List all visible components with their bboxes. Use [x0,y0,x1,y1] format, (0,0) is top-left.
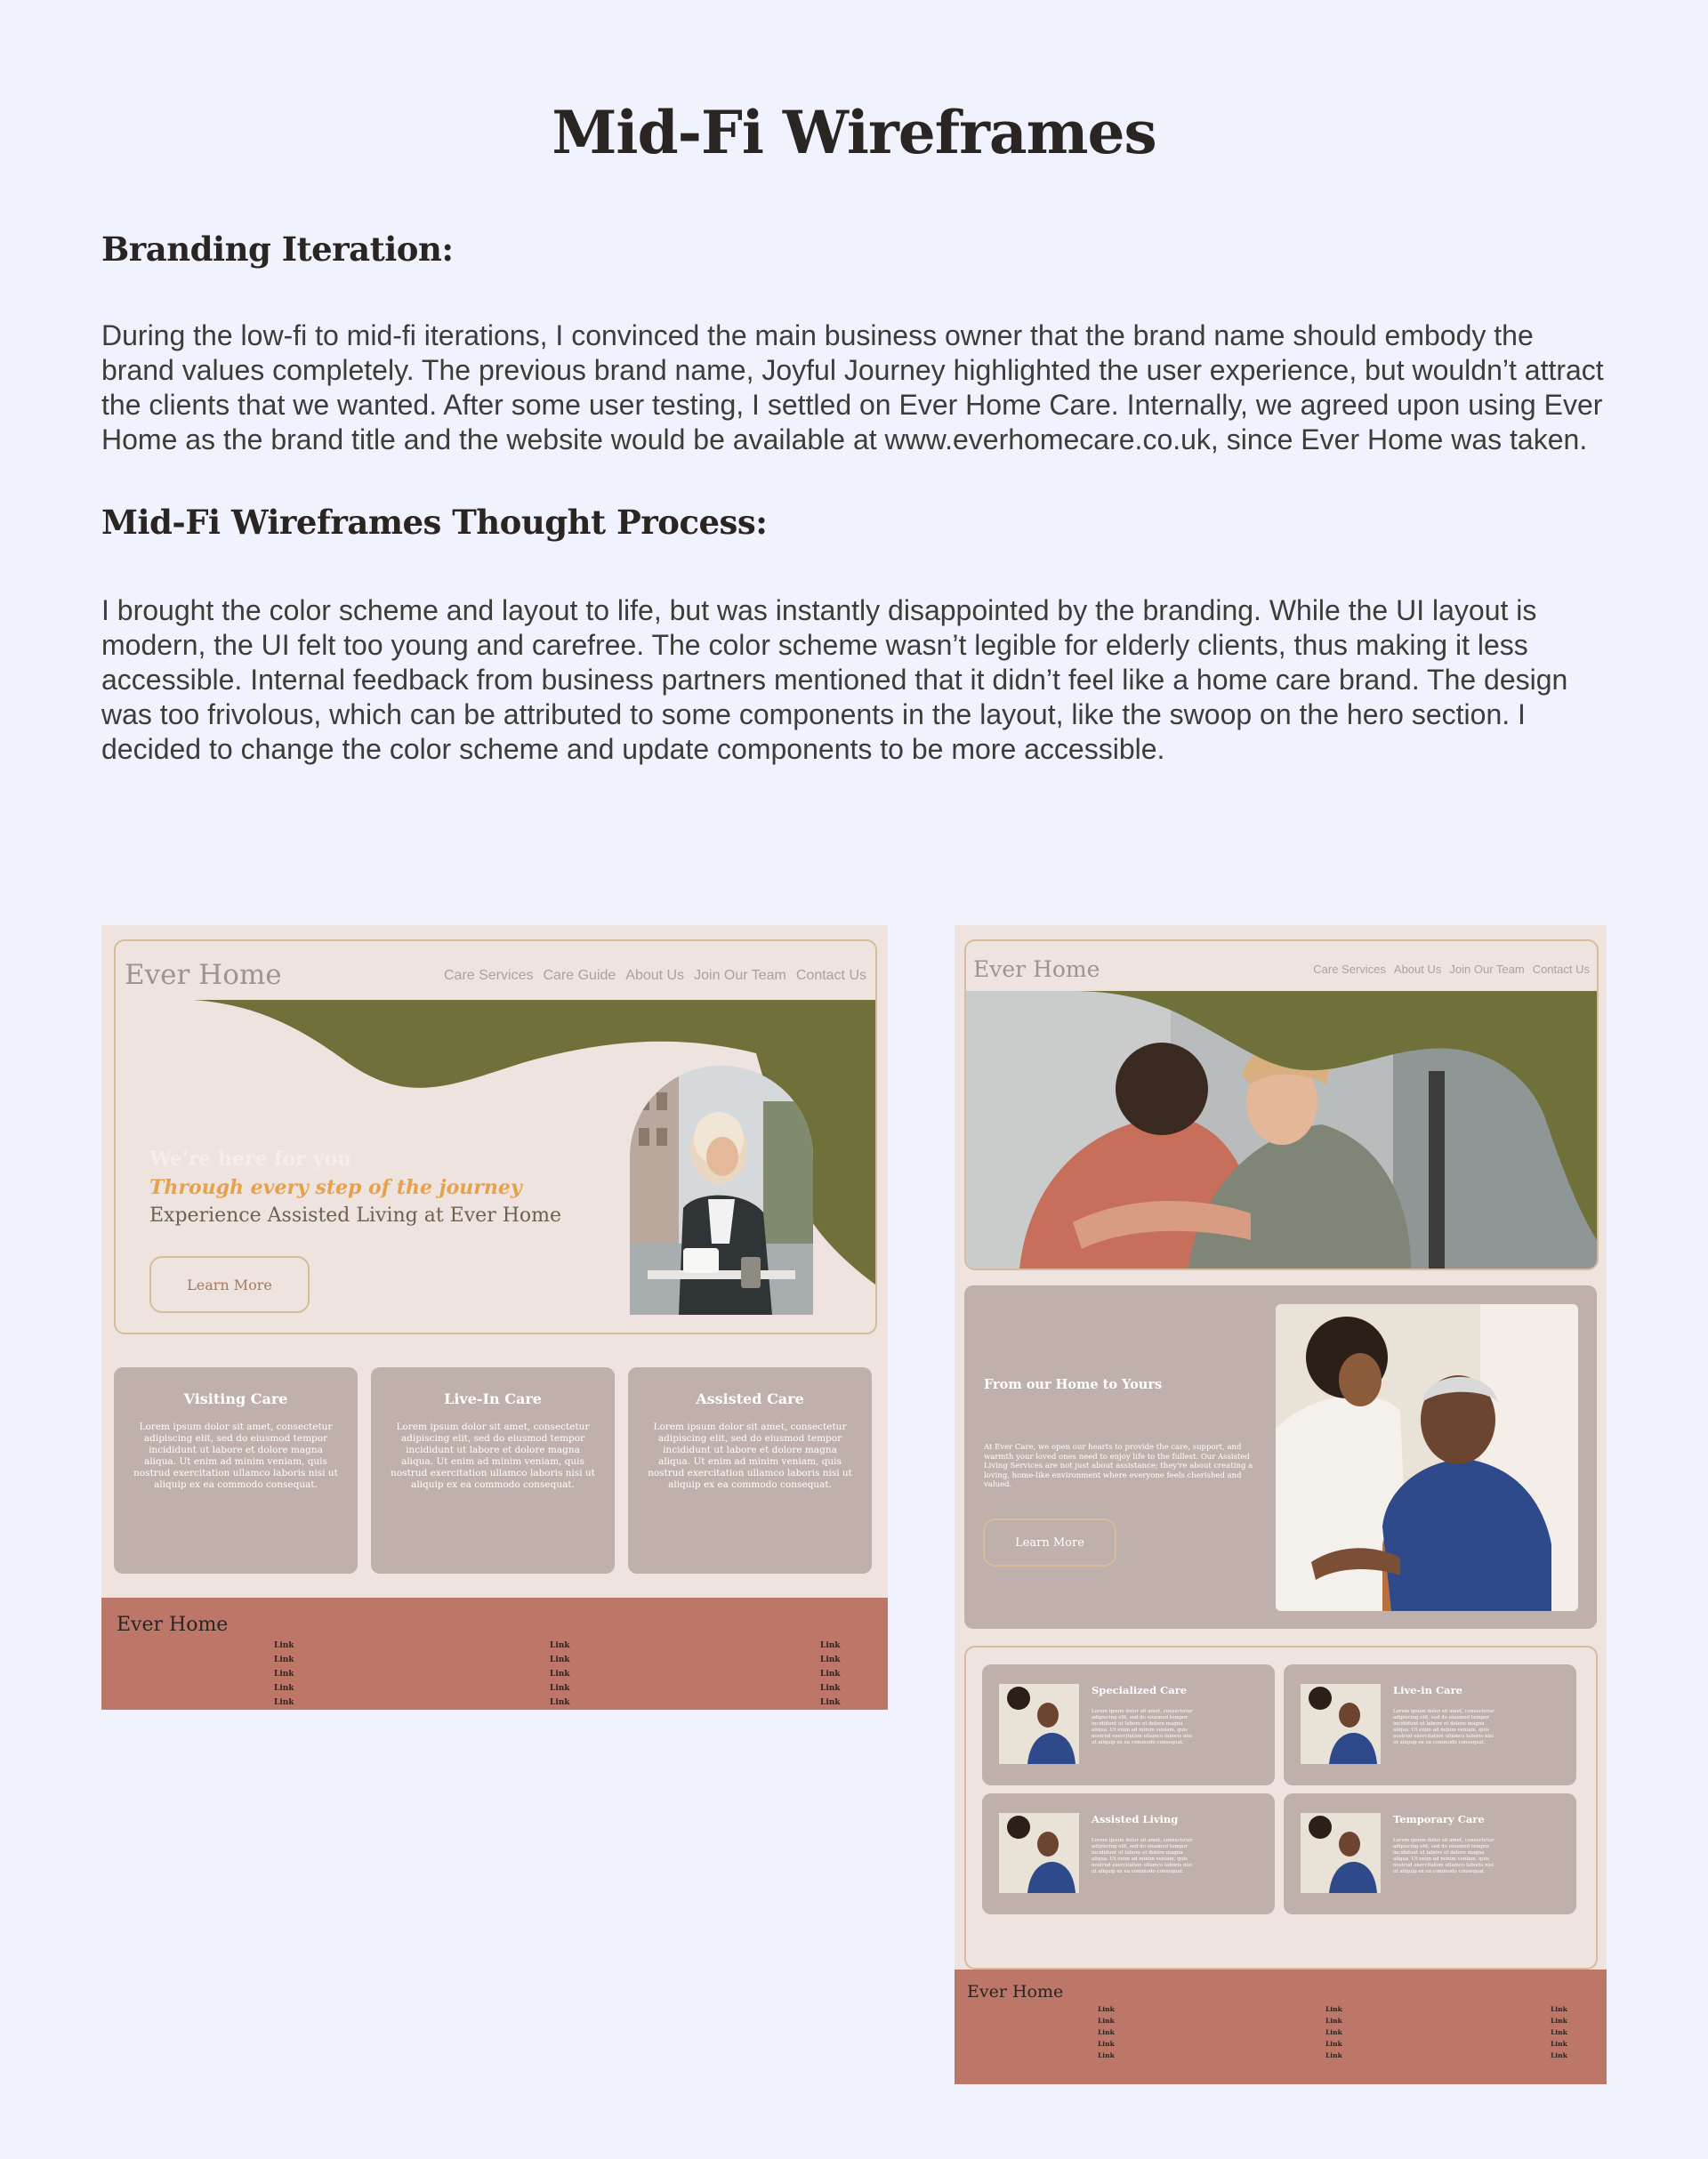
footer-link[interactable]: Link [550,1656,570,1664]
footer-link[interactable]: Link [274,1698,294,1707]
footer-link[interactable]: Link [1325,2051,1342,2059]
services-grid [964,1646,1598,1970]
about-title: From our Home to Yours [984,1377,1163,1392]
service-card-body: Lorem ipsum dolor sit amet, consectetur adipiscing elit, sed do eiusmod tempor incididunt ut labore et dolore magna aliqua. Ut enim ad minim veniam, quis nostrud exercitation ullamco laboris nisi ut aliquip ex ea commodo consequat. [1092,1838,1193,1874]
footer-link[interactable]: Link [1325,2017,1342,2025]
nav-item-join-our-team[interactable]: Join Our Team [1449,963,1525,976]
service-card-title: Assisted Care [696,1390,804,1407]
nav-item-join-our-team[interactable]: Join Our Team [694,968,786,983]
service-card-thumbnail [1301,1813,1381,1893]
nav-item-care-guide[interactable]: Care Guide [543,968,616,983]
service-card-body: Lorem ipsum dolor sit amet, consectetur adipiscing elit, sed do eiusmod tempor incididunt ut labore et dolore magna aliqua. Ut enim ad minim veniam, quis nostrud exercitation ullamco laboris nisi ut aliquip ex ea commodo consequat. [1393,1709,1494,1745]
branding-heading: Branding Iteration: [101,230,454,269]
hero-line-2: Through every step of the journey [149,1176,522,1199]
site-logo[interactable]: Ever Home [125,959,282,991]
learn-more-button[interactable]: Learn More [983,1519,1116,1567]
footer-link[interactable]: Link [820,1656,841,1664]
footer-link[interactable]: Link [1098,2028,1115,2036]
service-card-assisted-care[interactable] [628,1367,872,1574]
wireframe-desktop-v1 [101,925,888,1710]
process-heading: Mid-Fi Wireframes Thought Process: [101,503,768,542]
service-card-live-in-care[interactable] [371,1367,615,1574]
page-title: Mid-Fi Wireframes [552,98,1156,167]
footer-link[interactable]: Link [1325,2040,1342,2048]
footer-link[interactable]: Link [1551,2017,1567,2025]
main-nav [1313,963,1590,976]
service-card-body: Lorem ipsum dolor sit amet, consectetur adipiscing elit, sed do eiusmod tempor incididunt ut labore et dolore magna aliqua. Ut enim ad minim veniam, quis nostrud exercitation ullamco laboris nisi ut aliquip ex ea commodo consequat. [648,1422,852,1490]
footer-link[interactable]: Link [820,1670,841,1679]
about-section [964,1285,1597,1629]
footer-link[interactable]: Link [1551,2005,1567,2013]
service-card-visiting-care[interactable] [114,1367,358,1574]
hero-line-1: We're here for you [149,1148,351,1171]
service-card-assisted-living[interactable] [982,1793,1275,1914]
service-card-title: Live-In Care [444,1390,542,1407]
service-card-body: Lorem ipsum dolor sit amet, consectetur adipiscing elit, sed do eiusmod tempor incididunt ut labore et dolore magna aliqua. Ut enim ad minim veniam, quis nostrud exercitation ullamco laboris nisi ut aliquip ex ea commodo consequat. [391,1422,595,1490]
service-card-body: Lorem ipsum dolor sit amet, consectetur adipiscing elit, sed do eiusmod tempor incididunt ut labore et dolore magna aliqua. Ut enim ad minim veniam, quis nostrud exercitation ullamco laboris nisi ut aliquip ex ea commodo consequat. [1092,1709,1193,1745]
footer-link[interactable]: Link [550,1698,570,1707]
main-nav [444,968,866,984]
service-card-temporary-care[interactable] [1284,1793,1576,1914]
service-card-thumbnail [999,1684,1079,1764]
footer-link[interactable]: Link [1551,2040,1567,2048]
footer-link[interactable]: Link [820,1684,841,1693]
footer-link[interactable]: Link [274,1641,294,1650]
footer-link[interactable]: Link [1098,2040,1115,2048]
hero-swoop-graphic [966,991,1597,1269]
service-card-title: Temporary Care [1393,1813,1485,1825]
hero-swoop-shape [966,991,1597,1240]
footer-link[interactable]: Link [274,1670,294,1679]
nav-item-about-us[interactable]: About Us [1393,963,1442,976]
nav-item-contact-us[interactable]: Contact Us [1532,963,1590,976]
footer-link-column-2 [550,1639,570,1710]
process-body: I brought the color scheme and layout to life, but was instantly disappointed by the branding. While the UI layout is modern, the UI felt too young and carefree. The color scheme wasn’t legible for elderly clients, thus making it less accessible. Internal feedback from business partners mentioned that it didn’t feel like a home care brand. The design was too frivolous, which can be attributed to some components in the layout, like the swoop on the hero section. I decided to change the color scheme and update components to be more accessible. [101,594,1568,765]
service-card-body: Lorem ipsum dolor sit amet, consectetur adipiscing elit, sed do eiusmod tempor incididunt ut labore et dolore magna aliqua. Ut enim ad minim veniam, quis nostrud exercitation ullamco laboris nisi ut aliquip ex ea commodo consequat. [133,1422,338,1490]
service-card-specialized-care[interactable] [982,1664,1275,1785]
footer-link[interactable]: Link [1325,2028,1342,2036]
wireframe-desktop-v2 [955,925,1607,2084]
nav-item-care-services[interactable]: Care Services [1313,963,1386,976]
footer-link-column-3 [1551,2003,1567,2061]
service-card-body: Lorem ipsum dolor sit amet, consectetur adipiscing elit, sed do eiusmod tempor incididunt ut labore et dolore magna aliqua. Ut enim ad minim veniam, quis nostrud exercitation ullamco laboris nisi ut aliquip ex ea commodo consequat. [1393,1838,1494,1874]
woman-with-coffee-image [630,1066,813,1315]
hero-photo [630,1066,813,1315]
footer-logo[interactable]: Ever Home [967,1982,1064,2002]
service-card-title: Visiting Care [183,1390,288,1407]
footer-logo[interactable]: Ever Home [117,1614,229,1636]
nav-item-care-services[interactable]: Care Services [443,968,534,983]
service-card-live-in-care[interactable] [1284,1664,1576,1785]
about-body: At Ever Care, we open our hearts to provide the care, support, and warmth your loved ones need to enjoy life to the fullest. Our Assisted Living Services are not just about assistance; they're about creating a loving, home-like environment where everyone feels cherished and valued. [984,1443,1253,1489]
footer-link[interactable]: Link [1325,2005,1342,2013]
footer-link[interactable]: Link [820,1641,841,1650]
footer-link[interactable]: Link [550,1641,570,1650]
footer-link[interactable]: Link [820,1698,841,1707]
footer-link-column-2 [1325,2003,1342,2061]
service-card-title: Specialized Care [1092,1684,1188,1696]
footer-link-column-3 [820,1639,841,1710]
service-card-thumbnail [999,1813,1079,1893]
service-card-title: Live-in Care [1393,1684,1462,1696]
footer-link[interactable]: Link [1098,2051,1115,2059]
footer-link-column-1 [274,1639,294,1710]
site-footer [101,1598,888,1710]
hero-section [964,939,1599,1270]
learn-more-button[interactable]: Learn More [149,1256,310,1313]
service-card-thumbnail [1301,1684,1381,1764]
footer-link[interactable]: Link [1551,2051,1567,2059]
footer-link[interactable]: Link [1551,2028,1567,2036]
footer-link[interactable]: Link [274,1656,294,1664]
footer-link[interactable]: Link [1098,2005,1115,2013]
hero-section [114,939,877,1334]
footer-link[interactable]: Link [274,1684,294,1693]
service-card-title: Assisted Living [1092,1813,1179,1825]
site-footer [955,1970,1607,2084]
footer-link[interactable]: Link [550,1684,570,1693]
caregiver-senior-image [1276,1304,1578,1611]
footer-link-column-1 [1098,2003,1115,2061]
nav-item-about-us[interactable]: About Us [625,968,685,983]
footer-link[interactable]: Link [1098,2017,1115,2025]
branding-body: During the low-fi to mid-fi iterations, I convinced the main business owner that the brand name should embody the brand values completely. The previous brand name, Joyful Journey highlighted the user experience, but wouldn’t attract the clients that we wanted. After some user testing, I settled on Ever Home Care. Internally, we agreed upon using Ever Home as the brand title and the website would be available at www.everhomecare.co.uk, since Ever Home was taken. [101,319,1604,455]
hero-line-3: Experience Assisted Living at Ever Home [149,1204,562,1227]
nav-item-contact-us[interactable]: Contact Us [795,968,866,983]
footer-link[interactable]: Link [550,1670,570,1679]
site-logo[interactable]: Ever Home [973,956,1100,982]
